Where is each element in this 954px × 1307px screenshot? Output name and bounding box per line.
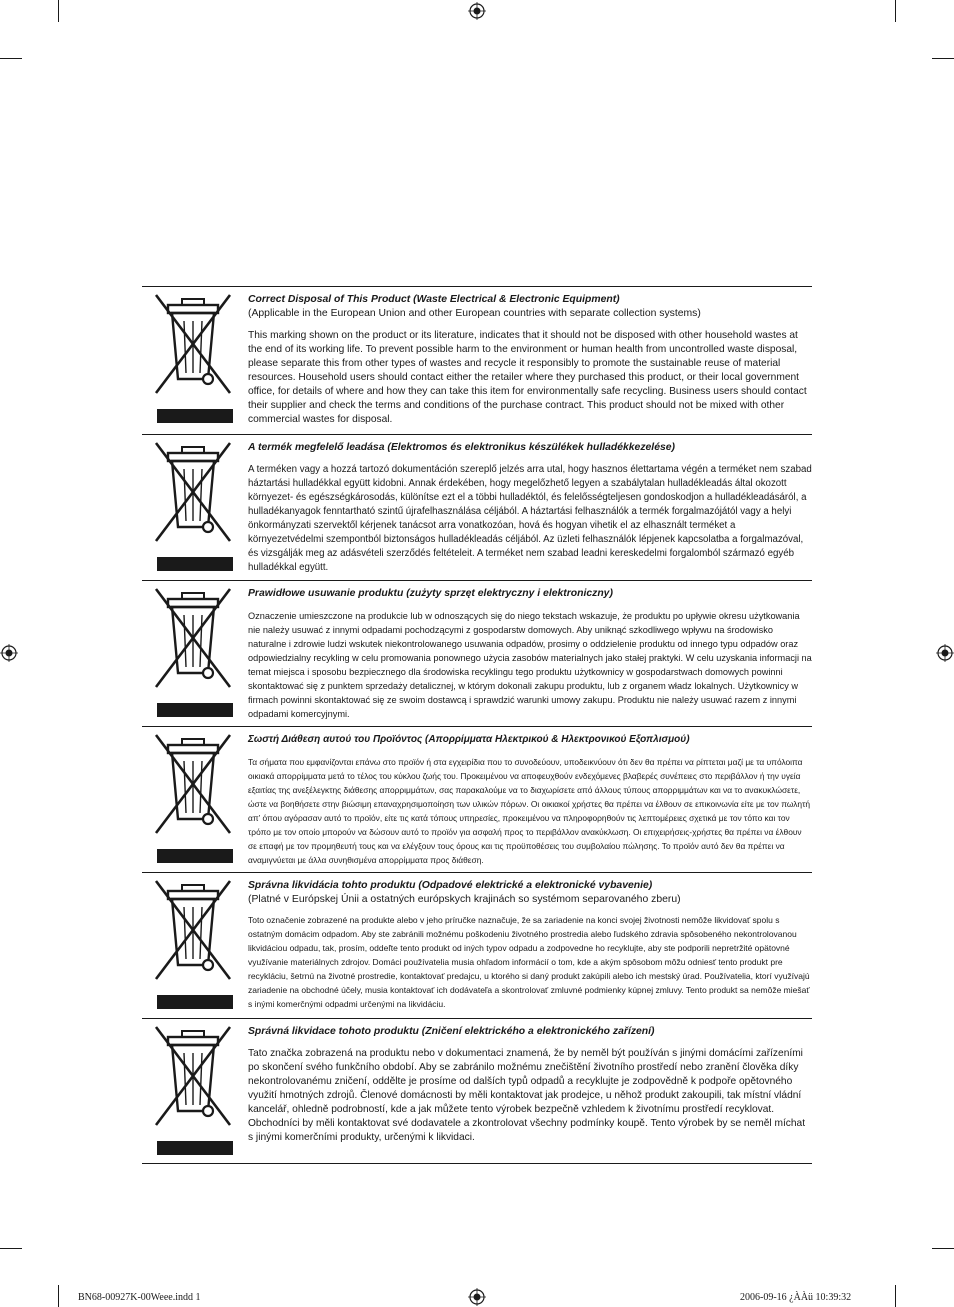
crop-mark (932, 58, 954, 59)
section-heading: A termék megfelelő leadása (Elektromos és elektronikus készülékek hulladékkezelése) (248, 442, 675, 453)
footer-timestamp: 2006-09-16 ¿ÀÀü 10:39:32 (740, 1292, 852, 1303)
bin-underline-bar (157, 557, 233, 571)
section-subheading: (Applicable in the European Union and other European countries with separate collection systems) (248, 308, 701, 319)
section-heading: Prawidłowe usuwanie produktu (zużyty sprzęt elektryczny i elektroniczny) (248, 588, 613, 599)
section-body: A terméken vagy a hozzá tartozó dokumentáción szereplő jelzés arra utal, hogy hasznos élettartama végén a terméket nem szabad háztartási hulladékkal együtt kidobni. Annak érdekében, hogy megelőzhető legyen a szabálytalan hulladékleadás által okozott környezet- és egészségkárosodás, különítse ezt el a többi hulladéktól, és felelősségteljesen gondoskodjon a hulladékleadásáról, a hulladékanyagok fenntartható szintű újrafelhasználása céljából. A háztartási felhasználók a termék forgalmazójától vagy a helyi önkormányzati szervektől kérjenek tanácsot arra vonatkozóan, hová és hogyan vihetik el az elhasznált terméket a környezetvédelmi szempontból biztonságos hulladékleadás céljából. Az üzleti felhasználók lépjenek kapcsolatba a forgalmazóval, és vizsgálják meg az adásvételi szerződés feltételeit. A terméket nem szabad leadni kereskedelmi forgalomból származó egyéb hulladékkal együtt. (248, 464, 812, 573)
crop-mark (0, 58, 22, 59)
weee-section-english (142, 286, 812, 434)
section-body: Oznaczenie umieszczone na produkcie lub w odnoszących się do niego tekstach wskazuje, że produktu po upływie okresu użytkowania nie należy usuwać z innymi odpadami pochodzącymi z gospodarstw domowych. Aby uniknąć szkodliwego wpływu na środowisko naturalne i zdrowie ludzi wskutek niekontrolowanego usuwania odpadów, prosimy o oddzielenie produktu od innego typu odpadów oraz odpowiedzialny recykling w celu promowania ponownego użycia zasobów materialnych jako stałej praktyki. W celu uzyskania informacji na temat miejsca i sposobu bezpiecznego dla środowiska recyklingu tego produktu użytkownicy w gospodarstwach domowych powinni skontaktować się z punktem sprzedaży detalicznej, w którym dokonali zakupu produktu, lub z organem władz lokalnych. Użytkownicy w firmach powinni skontaktować się ze swoim dostawcą i sprawdzić warunki umowy zakupu. Produktu nie należy usuwać razem z innymi odpadami komercyjnymi. (248, 611, 812, 719)
section-body: Toto označenie zobrazené na produkte alebo v jeho príručke naznačuje, že sa zariadenie na konci svojej životnosti nemôže likvidovať spolu s ostatným domácim odpadom. Aby ste zabránili možnému poškodeniu životného prostredia alebo ľudského zdravia spôsobeného nekontrolovanou likvidáciou odpadu, tak, prosím, oddeľte tento produkt od iných typov odpadu a zodpovedne ho recyklujte, aby ste podporili nepretržité opätovné využívanie materiálnych zdrojov. Domáci používatelia musia ohľadom informácií o tom, kde a akým spôsobom môžu odniesť tento produkt pre recykláciu, šetrnú na životné prostredie, kontaktovať predajcu, u ktorého si daný produkt zakúpili alebo ich mestský úrad. Používatelia, ktorí využívajú zariadenie na obchodné účely, musia kontaktovať ich dodávateľa a skontrolovať zmluvné podmienky kúpnej zmluvy. Tento produkt sa nemôže miešať s inými komerčnými odpadmi určenými na likvidáciu. (248, 915, 810, 1009)
crossed-bin-icon (150, 733, 236, 863)
bin-underline-bar (157, 703, 233, 717)
crop-mark (58, 0, 59, 22)
section-body: Τα σήματα που εμφανίζονται επάνω στο προϊόν ή στα εγχειρίδια που το συνοδεύουν, υποδεικνύουν ότι δεν θα πρέπει να ρίπτεται μαζί με τα υπόλοιπα οικιακά απορρίμματα μετά το τέλος του κύκλου ζωής του. Προκειμένου να αποφευχθούν ενδεχόμενες βλαβερές συνέπειες στο περιβάλλον ή την υγεία εξαιτίας της ανεξέλεγκτης διάθεσης απορριμμάτων, σας παρακαλούμε να το διαχωρίσετε από άλλους τύπους απορριμμάτων και να το ανακυκλώσετε, ώστε να βοηθήσετε στην βιώσιμη επαναχρησιμοποίηση των υλικών πόρων. Οι οικιακοί χρήστες θα πρέπει να έλθουν σε επικοινωνία είτε με τον πωλητή απ’ όπου αγόρασαν αυτό το προϊόν, είτε τις κατά τόπους υπηρεσίες, προκειμένου να πληροφορηθούν τις λεπτομέρειες σχετικά με τον τόπο και τον τρόπο με τον οποίο μπορούν να δώσουν αυτό το προϊόν για ασφαλή προς το περιβάλλον ανακύκλωση. Οι επιχειρήσεις-χρήστες θα πρέπει να έλθουν σε επαφή με τον προμηθευτή τους και να ελέγξουν τους όρους και τις προϋποθέσεις του συμβολαίου πώλησης. Το προϊόν αυτό δεν θα πρέπει να αναμιγνύεται με άλλα συνηθισμένα απορρίμματα προς διάθεση. (248, 757, 811, 865)
section-heading: Σωστή Διάθεση αυτού του Προϊόντος (Απορρίμματα Ηλεκτρικού & Ηλεκτρονικού Εξοπλισμού) (248, 734, 690, 745)
section-heading: Correct Disposal of This Product (Waste Electrical & Electronic Equipment) (248, 294, 620, 305)
bin-underline-bar (157, 995, 233, 1009)
crop-mark (932, 1248, 954, 1249)
registration-mark-icon (468, 1288, 486, 1306)
crop-mark (0, 1248, 22, 1249)
crossed-bin-icon (150, 293, 236, 423)
weee-section-czech (142, 1018, 812, 1164)
registration-mark-icon (936, 644, 954, 662)
registration-mark-icon (0, 644, 18, 662)
weee-section-hungarian (142, 434, 812, 580)
crossed-bin-icon (150, 587, 236, 717)
bin-underline-bar (157, 849, 233, 863)
weee-section-polish (142, 580, 812, 726)
crossed-bin-icon (150, 441, 236, 571)
registration-mark-icon (468, 2, 486, 20)
crop-mark (895, 0, 896, 22)
weee-section-slovak (142, 872, 812, 1018)
section-heading: Správna likvidácia tohto produktu (Odpadové elektrické a elektronické vybavenie) (248, 880, 653, 891)
crossed-bin-icon (150, 879, 236, 1009)
weee-section-greek (142, 726, 812, 872)
crop-mark (895, 1285, 896, 1307)
crop-mark (58, 1285, 59, 1307)
weee-notice-list (142, 286, 812, 1164)
crossed-bin-icon (150, 1025, 236, 1155)
section-heading: Správná likvidace tohoto produktu (Zničení elektrického a elektronického zařízení) (248, 1026, 655, 1037)
bin-underline-bar (157, 1141, 233, 1155)
section-body: This marking shown on the product or its literature, indicates that it should not be disposed with other household wastes at the end of its working life. To prevent possible harm to the environment or human health from uncontrolled waste disposal, please separate this from other types of wastes and recycle it responsibly to promote the sustainable reuse of material resources. Household users should contact either the retailer where they purchased this product, or their local government office, for details of where and how they can take this item for environmentally safe recycling. Business users should contact their supplier and check the terms and conditions of the purchase contract. This product should not be mixed with other commercial wastes for disposal. (248, 330, 807, 425)
section-body: Tato značka zobrazená na produktu nebo v dokumentaci znamená, že by neměl být používán s jinými domácími zařízeními po skončení svého funkčního období. Aby se zabránilo možnému znečištění životního prostředí nebo zranění člověka díky nekontrolovanému zničení, oddělte je prosíme od dalších typů odpadů a recyklujte je zodpovědně k podpoře opětovného využití hmotných zdrojů. Členové domácnosti by měli kontaktovat jak prodejce, u něhož produkt zakoupili, tak místní vládní kancelář, ohledně podrobností, kde a jak můžete tento výrobek bezpečně vzhledem k životnímu prostředí recyklovat. Obchodníci by měli kontaktovat své dodavatele a zkontrolovat všechny podmínky koupě. Tento výrobek by se neměl míchat s jinými komerčními produkty, určenými k likvidaci. (248, 1048, 806, 1143)
bin-underline-bar (157, 409, 233, 423)
footer-file-info: BN68-00927K-00Weee.indd 1 (78, 1292, 201, 1303)
section-subheading: (Platné v Európskej Únii a ostatných európskych krajinách so systémom separovaného zberu) (248, 894, 681, 905)
